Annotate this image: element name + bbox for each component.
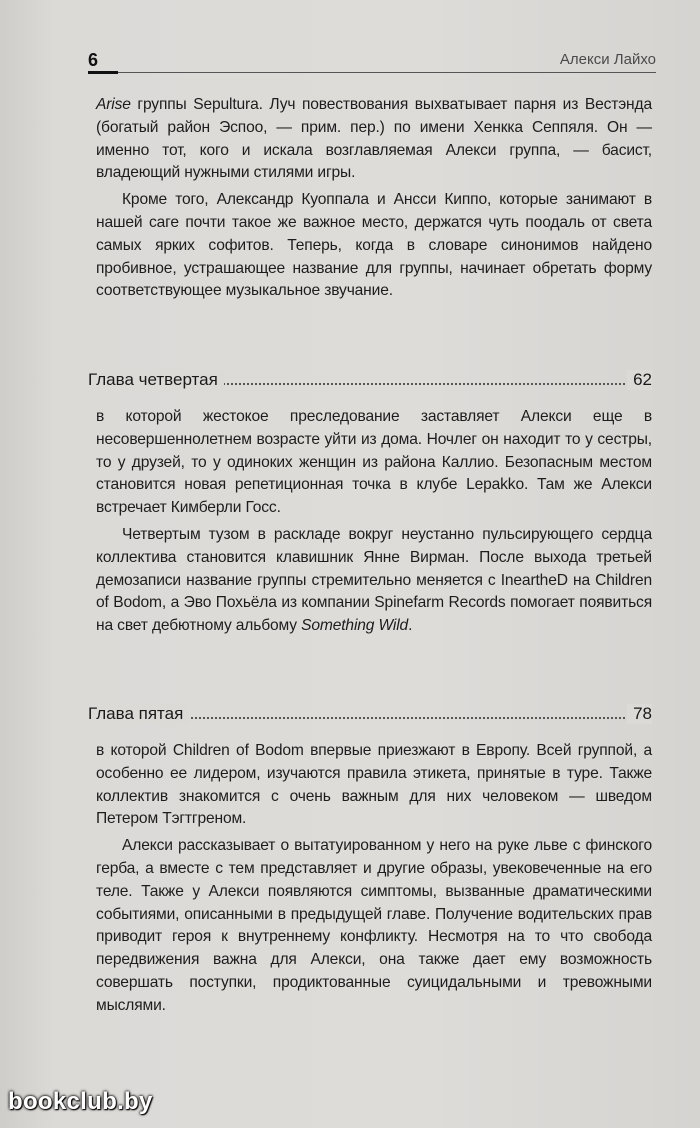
toc-entry-chapter-5 [88,704,652,728]
intro-paragraph-1-text: группы Sepultura. Луч повествования выхватывает парня из Вестэнда (богатый район Эспоо, — прим. пер.) по имени Хенкка Сеппяля. Он — именно тот, кого и искала возглавляемая Алекси группа, — басист, владеющий нужными стилями игры. [96,96,652,182]
intro-paragraph-2: Кроме того, Александр Куоппала и Ансси Киппо, которые занимают в нашей саге почти такое же важное место, держатся чуть поодаль от света самых ярких софитов. Теперь, когда в словаре синонимов найдено пробивное, устрашающее название для группы, начинает обретать форму соответствующее музыкальное звучание. [96,191,652,300]
chapter-5-summary [96,740,652,1018]
chapter-5-paragraph-2: Алекси рассказывает о вытатуированном у него на руке льве с финского герба, а вместе с тем представляет и другие образы, увековеченные на его теле. Также у Алекси появляются симптомы, вызванные драматическими событиями, описанными в предыдущей главе. Получение водительских прав приводит героя к внутреннему конфликту. Несмотря на то что свобода передвижения важна для Алекси, она также дает ему возможность совершать поступки, продиктованные суицидальными и тревожными мыслями. [96,837,652,1014]
chapter-5-paragraph-1: в которой Children of Bodom впервые приезжают в Европу. Всей группой, а особенно ее лидером, изучаются правила этикета, принятые в туре. Также коллектив знакомится с очень важным для них человеком — шведом Петером Тэгтгреном. [96,742,652,828]
intro-block [96,94,652,303]
chapter-4-paragraph-2-text: Четвертым тузом в раскладе вокруг неустанно пульсирующего сердца коллектива становится клавишник Янне Вирман. После выхода третьей демозаписи название группы стремительно меняется с IneartheD на Children of Bodom, а Эво Похьёла из компании Spinefarm Records помогает появиться на свет дебютному альбому [96,525,652,635]
chapter-title: Глава пятая [88,704,189,724]
chapter-page-number: 62 [627,370,652,390]
chapter-page-number: 78 [627,704,652,724]
chapter-4-paragraph-2 [96,524,652,638]
toc-entry-chapter-4 [88,370,652,394]
chapter-4-paragraph-2-end: . [408,617,413,635]
site-watermark: bookclub.by [8,1088,153,1115]
header-rule-accent [88,71,118,74]
chapter-4-paragraph-1: в которой жестокое преследование заставляет Алекси еще в несовершеннолетнем возрасте уйти из дома. Ночлег он находит то у сестры, то у друзей, то у одиноких женщин из района Каллио. Безопасным местом становится новая репетиционная точка в клубе Lepakko. Там же Алекси встречает Кимберли Госс. [96,408,652,517]
intro-paragraph-1 [96,94,652,185]
album-title-arise: Arise [96,96,131,113]
album-title-something-wild: Something Wild [301,617,409,635]
chapter-title: Глава четвертая [88,370,224,390]
running-head: Алекси Лайхо [559,51,656,68]
chapter-4-summary [96,406,652,638]
page-header [88,48,656,74]
page-number: 6 [88,50,99,70]
header-rule [88,72,656,73]
